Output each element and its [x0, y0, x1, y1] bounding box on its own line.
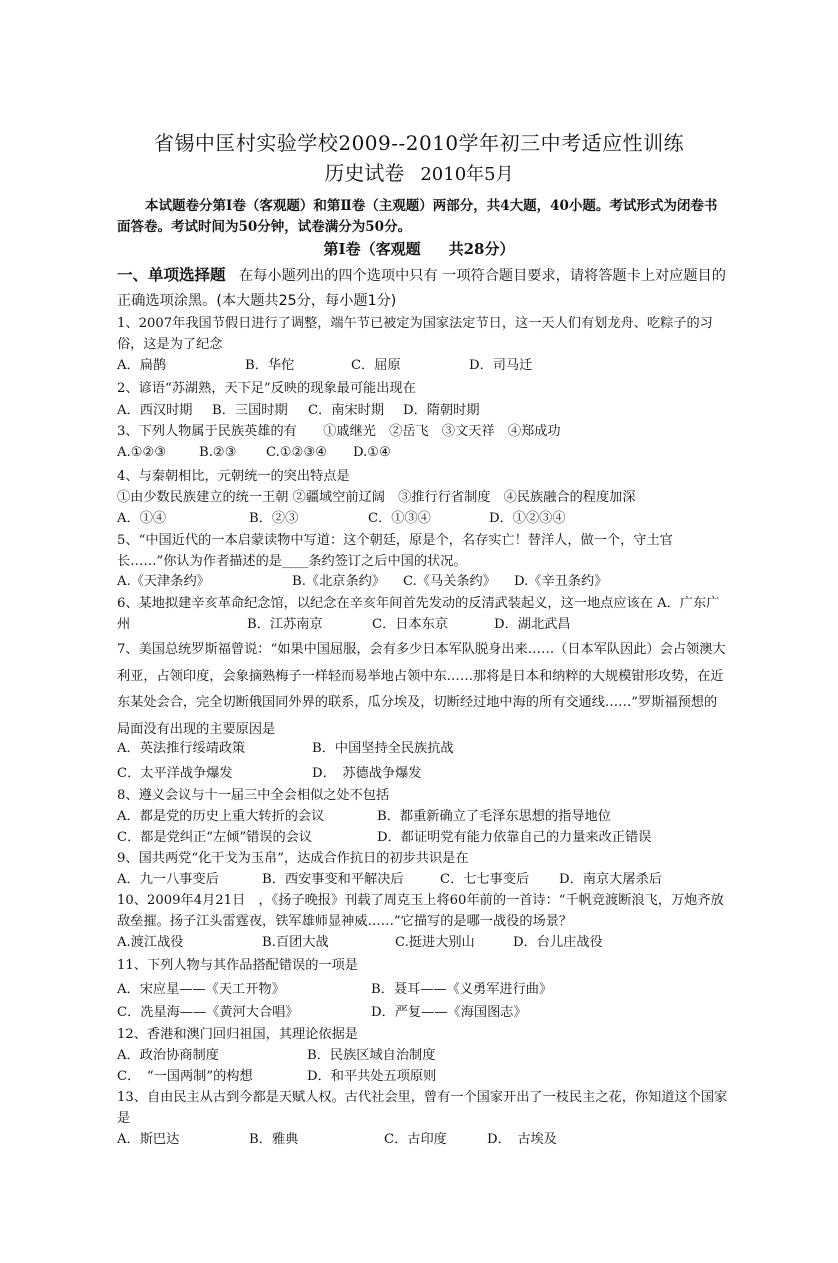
option-a: A．宋应星——《天工开物》 — [117, 982, 285, 997]
question-options-11a — [117, 979, 729, 1000]
question-stem-2: 2、谚语“苏湖熟，天下足”反映的现象最可能出现在 — [117, 381, 416, 396]
question-options-4 — [117, 508, 729, 529]
option-d: D．和平共处五项原则 — [307, 1069, 437, 1084]
question-options-12b — [117, 1066, 729, 1087]
option-a: A.①②③ — [117, 445, 167, 460]
option-d: D． 苏德战争爆发 — [312, 766, 422, 781]
option-b: B．都重新确立了毛泽东思想的指导地位 — [377, 809, 611, 824]
option-b: B．民族区域自治制度 — [307, 1048, 436, 1063]
option-a: A．九一八事变后 — [117, 872, 219, 887]
question-statements-4: ①由少数民族建立的统一王朝 ②疆域空前辽阔 ③推行行省制度 ④民族融合的程度加深 — [117, 490, 636, 505]
question-options-9 — [117, 869, 729, 890]
option-c: C．冼星海——《黄河大合唱》 — [117, 1005, 299, 1020]
part-heading — [117, 262, 729, 314]
option-c: C.挺进大别山 — [395, 935, 475, 950]
question-stem-4: 4、与秦朝相比，元朝统一的突出特点是 — [117, 469, 350, 484]
question-stem-13: 13、自由民主从古到今都是天赋人权。古代社会里，曾有一个国家开出了一枝民主之花，你知道这个国家是 — [117, 1090, 728, 1126]
exam-title: 省锡中匡村实验学校2009--2010学年初三中考适应性训练 — [153, 131, 685, 155]
option-a: A．政治协商制度 — [117, 1048, 219, 1063]
subject-label: 历史试卷 — [324, 161, 405, 185]
exam-instructions: 本试题卷分第Ⅰ卷（客观题）和第Ⅱ卷（主观题）两部分，共4大题，40小题。考试形式为闭卷书面答卷。考试时间为50分钟，试卷满分为50分。 — [117, 198, 718, 235]
option-d: D．南京大屠杀后 — [559, 872, 662, 887]
option-b: B．中国坚持全民族抗战 — [312, 741, 454, 756]
section-title — [0, 238, 838, 259]
part-instruction: 在每小题列出的四个选项中只有 一项符合题目要求，请将答题卡上对应题目的正确选项涂黑。(本大题共25分，每小题1分) — [117, 268, 726, 309]
option-c: C．都是党纠正“左倾”错误的会议 — [117, 830, 313, 845]
question-options-6 — [247, 614, 838, 635]
option-c: C．屈原 — [351, 358, 401, 373]
question-options-1 — [117, 355, 729, 376]
option-d: D．严复——《海国图志》 — [371, 1005, 527, 1020]
option-d: D.①④ — [353, 445, 391, 460]
exam-subtitle — [0, 157, 838, 186]
question-options-2 — [117, 400, 729, 421]
question-options-8b — [117, 827, 729, 848]
option-c: C.《马关条约》 — [403, 574, 496, 589]
option-c: C．日本东京 — [372, 617, 449, 632]
option-a: A．都是党的历史上重大转折的会议 — [117, 809, 325, 824]
option-b: B．②③ — [249, 511, 299, 526]
option-c: C．古印度 — [384, 1132, 447, 1147]
option-d: D．台儿庄战役 — [513, 935, 603, 950]
question-stem-12: 12、香港和澳门回归祖国，其理论依据是 — [117, 1027, 358, 1042]
option-b: B．华佗 — [245, 358, 295, 373]
part-label: 一、单项选择题 — [117, 265, 226, 284]
question-options-11b — [117, 1002, 729, 1023]
option-d: D．都证明党有能力依靠自己的力量来改正错误 — [377, 830, 652, 845]
option-b: B．雅典 — [249, 1132, 299, 1147]
option-a: A.《天津条约》 — [117, 574, 210, 589]
question-options-7b — [117, 763, 729, 784]
option-c: C． “一国两制”的构想 — [117, 1069, 253, 1084]
question-stem-11: 11、下列人物与其作品搭配错误的一项是 — [117, 958, 358, 973]
option-c: C．七七事变后 — [440, 872, 530, 887]
question-options-13 — [117, 1129, 729, 1150]
question-stem-8: 8、遵义会议与十一届三中全会相似之处不包括 — [117, 788, 390, 803]
option-d: D．①②③④ — [489, 511, 566, 526]
option-c: C．①③④ — [368, 511, 431, 526]
exam-date: 2010年5月 — [420, 164, 514, 185]
section-score: 共28分） — [448, 240, 515, 258]
option-d: D． 古埃及 — [487, 1132, 557, 1147]
option-a: A．西汉时期 — [117, 403, 193, 418]
option-d: D．隋朝时期 — [403, 403, 480, 418]
option-b: B．三国时期 — [212, 403, 288, 418]
option-b: B.百团大战 — [262, 935, 329, 950]
option-d: D.《辛丑条约》 — [514, 574, 608, 589]
question-stem-9: 9、国共两党“化干戈为玉帛”，达成合作抗日的初步共识是在 — [117, 851, 469, 866]
option-b: B.《北京条约》 — [292, 574, 386, 589]
question-options-8a — [117, 806, 729, 827]
question-stem-5: 5、“中国近代的一本启蒙读物中写道：这个朝廷，原是个，名存实亡！替洋人，做一个，守土官长……”你认为作者描述的是____条约签订之后中国的状况。 — [117, 533, 673, 569]
option-b: B．西安事变和平解决后 — [262, 872, 404, 887]
question-options-7a — [117, 738, 729, 759]
question-stem-10: 10、2009年4月21日 ，《扬子晚报》刊载了周克玉上将60年前的一首诗：“千帆竞渡断浪飞，万炮齐放敌垒摧。扬子江头雷霆夜，铁军雄师显神威……”它描写的是哪一战役的场景？ — [117, 893, 724, 929]
option-a: A．①④ — [117, 511, 167, 526]
option-a: A．英法推行绥靖政策 — [117, 741, 246, 756]
section-name: 第Ⅰ卷（客观题 — [323, 240, 421, 258]
option-c: C.①②③④ — [266, 445, 328, 460]
option-c: C．太平洋战争爆发 — [117, 766, 233, 781]
question-options-5 — [117, 571, 729, 592]
option-c: C．南宋时期 — [308, 403, 385, 418]
option-b: B.②③ — [199, 445, 237, 460]
option-b: B．聂耳——《义勇军进行曲》 — [371, 982, 553, 997]
question-stem-3: 3、下列人物属于民族英雄的有 ①戚继光 ②岳飞 ③文天祥 ④郑成功 — [117, 424, 561, 439]
question-options-10 — [117, 932, 729, 953]
option-a: A.渡江战役 — [117, 935, 184, 950]
option-d: D．司马迁 — [469, 358, 533, 373]
question-stem-1: 1、2007年我国节假日进行了调整，端午节已被定为国家法定节日，这一天人们有划龙舟、吃粽子的习俗，这是为了纪念 — [117, 316, 713, 352]
option-a: A．斯巴达 — [117, 1132, 180, 1147]
option-d: D．湖北武昌 — [494, 617, 571, 632]
question-options-3 — [117, 442, 729, 463]
question-options-12a — [117, 1045, 729, 1066]
question-stem-6: 6、某地拟建辛亥革命纪念馆，以纪念在辛亥年间首先发动的反清武装起义，这一地点应该在 A．广东广州 — [117, 596, 720, 632]
question-stem-7: 7、美国总统罗斯福曾说：“如果中国屈服，会有多少日本军队脱身出来……（日本军队因此）会占领澳大利亚，占领印度，会象摘熟梅子一样轻而易举地占领中东……那将是日本和纳粹的大规模钳形攻势，在近东某处会合，完全切断俄国同外界的联系，瓜分埃及，切断经过地中海的所有交通线……”罗斯福预想的局面没有出现的主要原因是 — [117, 642, 726, 737]
option-b: B．江苏南京 — [247, 617, 323, 632]
option-a: A．扁鹊 — [117, 358, 167, 373]
